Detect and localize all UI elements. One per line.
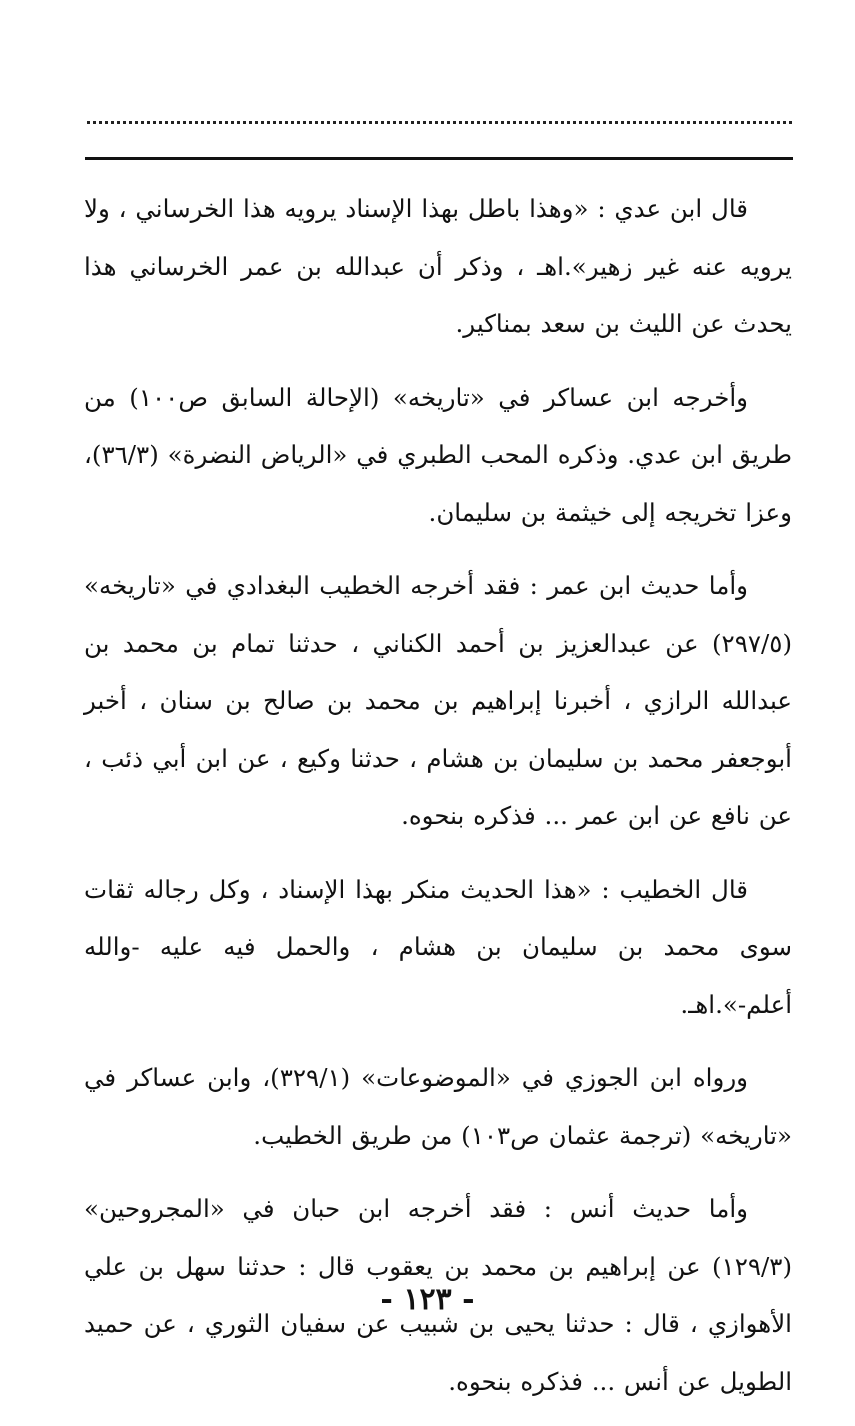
header-dotted-rule bbox=[87, 121, 792, 124]
body-text bbox=[84, 180, 792, 1426]
paragraph-ibn-jawzi: ورواه ابن الجوزي في «الموضوعات» (٣٢٩/١)، وابن عساكر في «تاريخه» (ترجمة عثمان ص١٠٣) من طريق الخطيب. bbox=[84, 1063, 792, 1150]
page-number: - ١٢٣ - bbox=[380, 1282, 475, 1317]
paragraph-anas-hadith: وأما حديث أنس : فقد أخرجه ابن حبان في «المجروحين» (١٢٩/٣) عن إبراهيم بن محمد بن يعقوب قال : حدثنا سهل بن علي الأهوازي ، قال : حدثنا يحيى بن شبيب عن سفيان الثوري ، عن حميد الطويل عن أنس ... فذكره بنحوه. bbox=[84, 1194, 792, 1396]
paragraph-ibn-umar-hadith: وأما حديث ابن عمر : فقد أخرجه الخطيب البغدادي في «تاريخه» (٢٩٧/٥) عن عبدالعزيز بن أحمد الكناني ، حدثنا تمام بن محمد بن عبدالله الرازي ، أخبرنا إبراهيم بن محمد بن صالح بن سنان ، أخبر أبوجعفر محمد بن سليمان بن هشام ، حدثنا وكيع ، عن ابن أبي ذئب ، عن نافع عن ابن عمر ... فذكره بنحوه. bbox=[84, 571, 792, 830]
paragraph-ibn-asakir: وأخرجه ابن عساكر في «تاريخه» (الإحالة السابق ص١٠٠) من طريق ابن عدي. وذكره المحب الطبري في «الرياض النضرة» (٣٦/٣)، وعزا تخريجه إلى خيثمة بن سليمان. bbox=[84, 382, 792, 527]
header-solid-rule bbox=[85, 157, 793, 160]
paragraph-khatib-quote: قال الخطيب : «هذا الحديث منكر بهذا الإسناد ، وكل رجاله ثقات سوى محمد بن سليمان بن هشام ، والحمل فيه عليه -والله أعلم-».اهـ. bbox=[84, 874, 792, 1019]
paragraph-ibn-adi-quote: قال ابن عدي : «وهذا باطل بهذا الإسناد يرويه هذا الخرساني ، ولا يرويه عنه غير زهير».اهـ ، وذكر أن عبدالله بن عمر الخرساني هذا يحدث عن الليث بن سعد بمناكير. bbox=[84, 194, 792, 338]
